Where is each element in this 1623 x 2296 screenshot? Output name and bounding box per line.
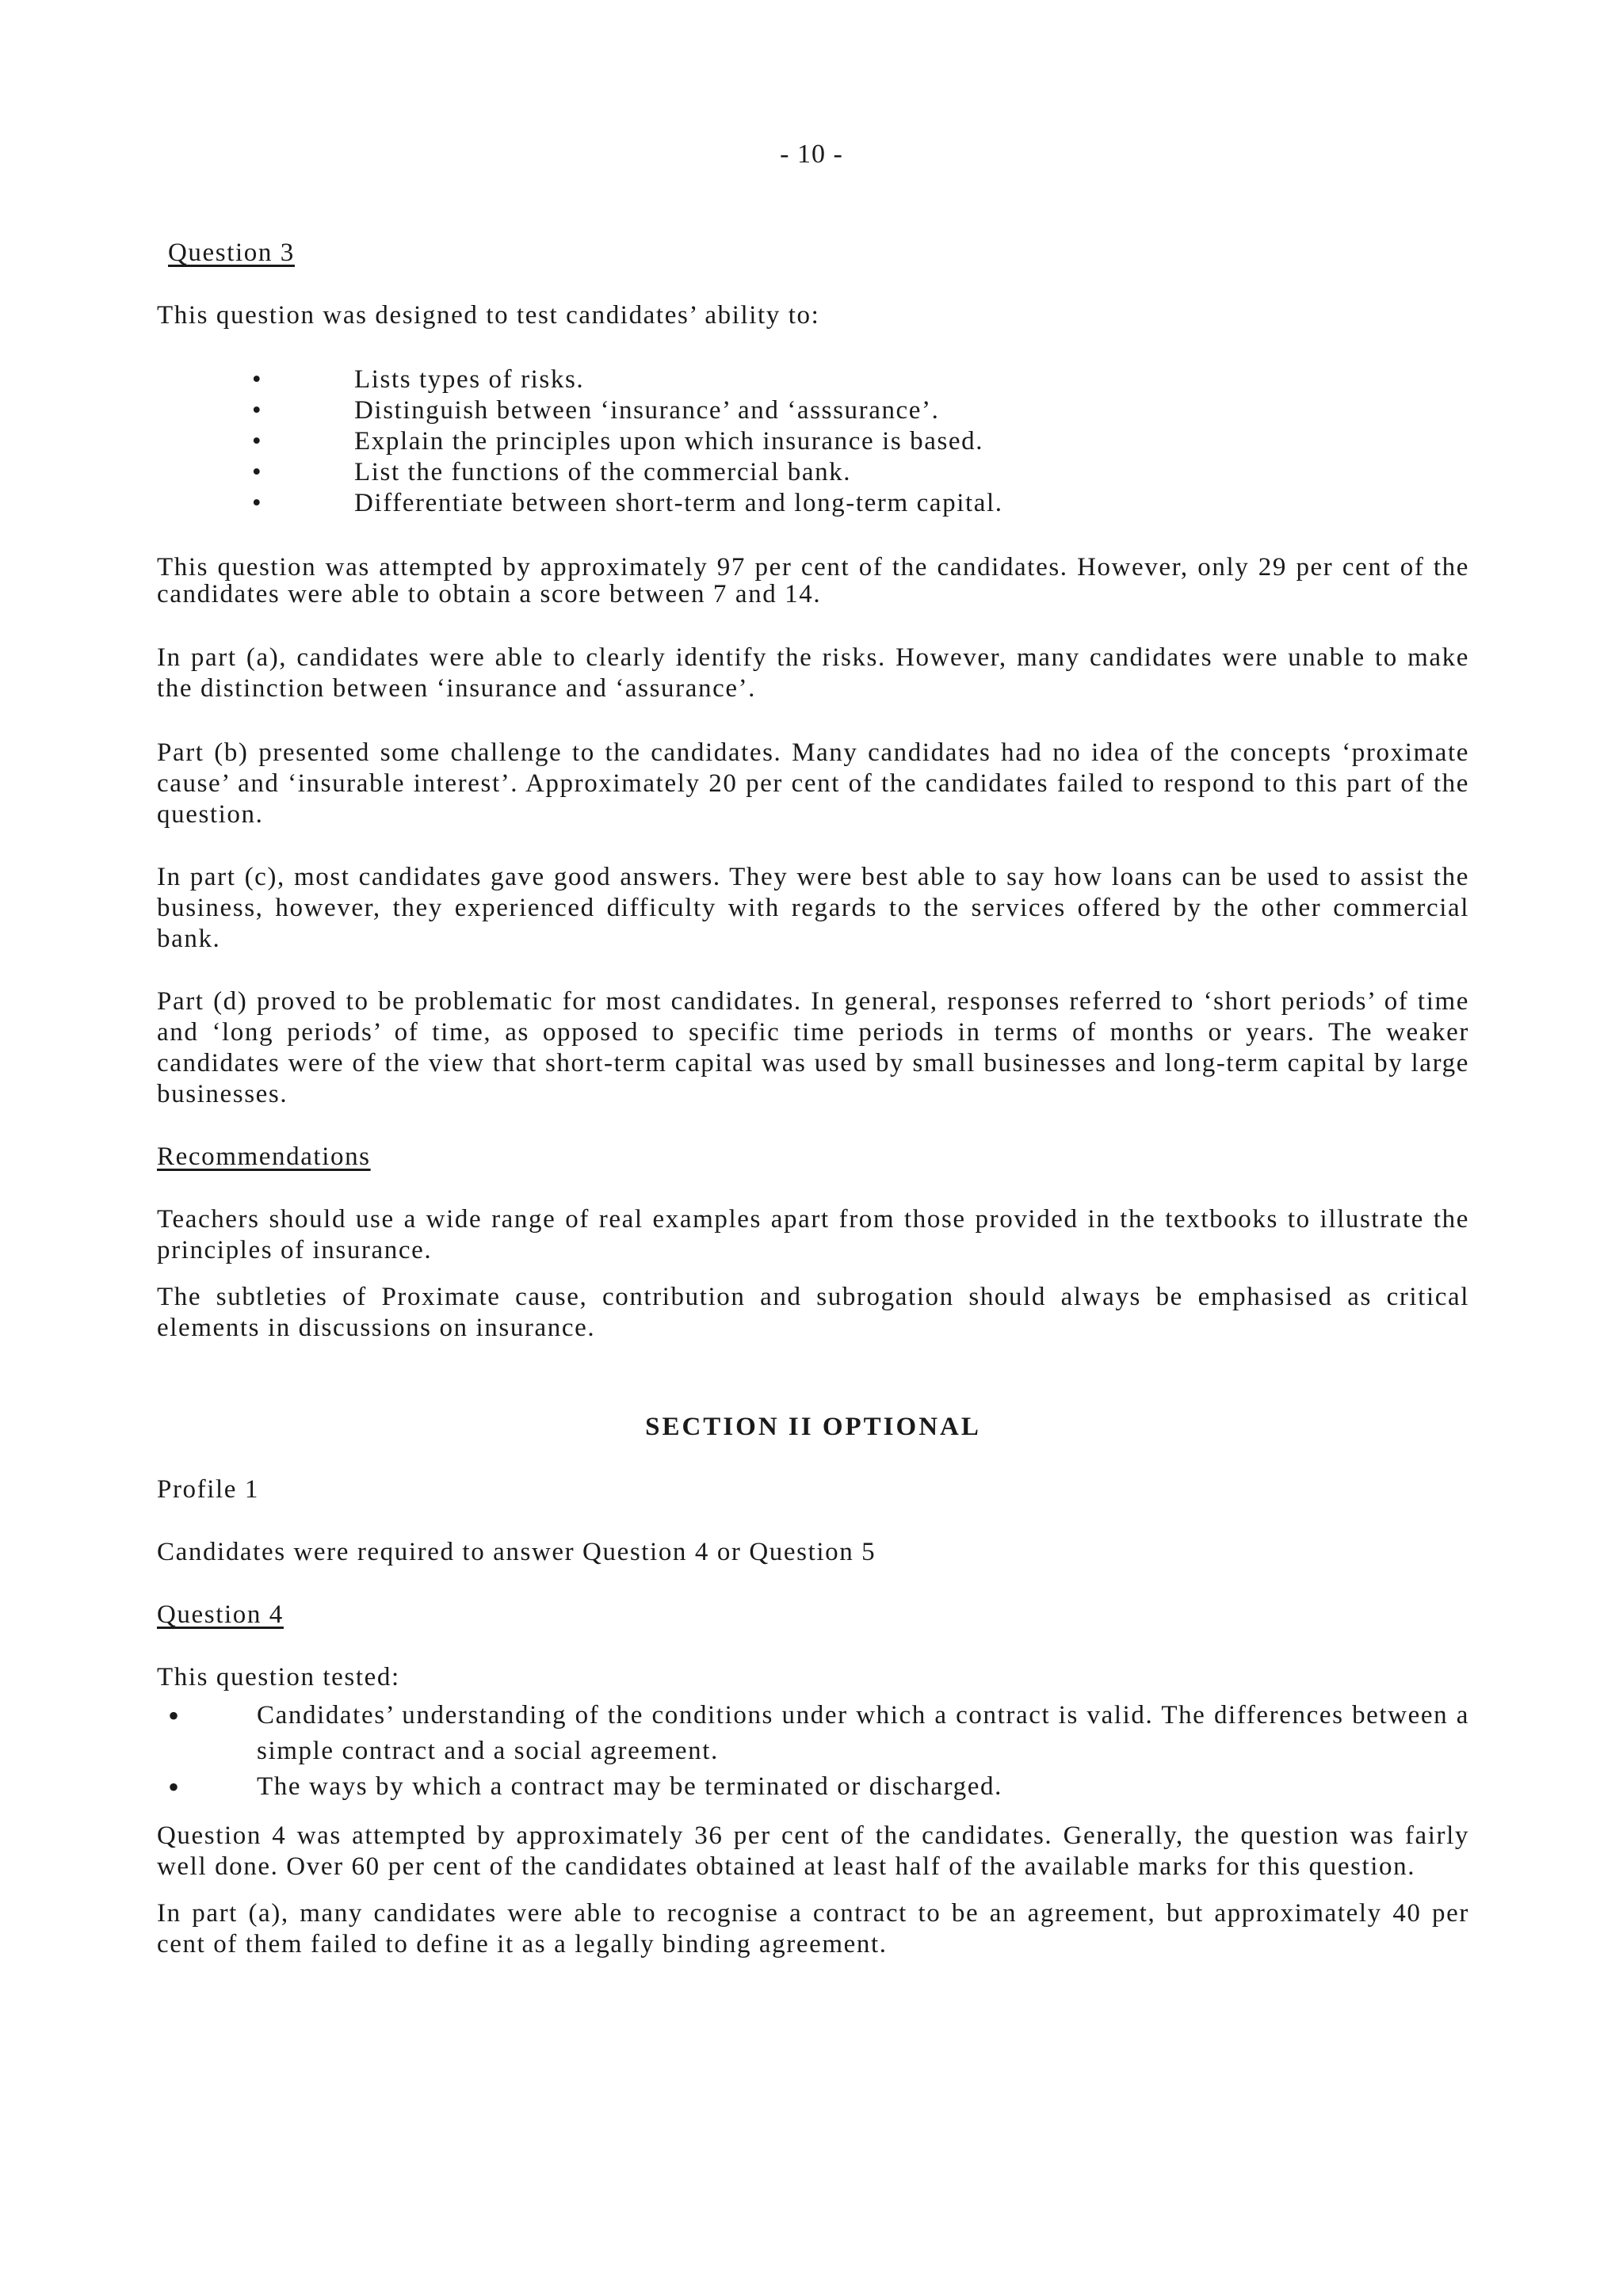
- bullet-icon: •: [252, 489, 263, 517]
- paragraph: In part (a), candidates were able to clearly identify the risks. However, many candidates were unable to make the distinction between ‘insurance and ‘assurance’.: [157, 643, 1469, 703]
- question-4-objectives-list: [157, 1698, 1469, 1805]
- list-item: • List the functions of the commercial bank.: [252, 458, 852, 486]
- question-3-heading: Question 3: [168, 238, 295, 267]
- recommendations-heading: Recommendations: [157, 1142, 371, 1171]
- page-number: - 10 -: [780, 139, 843, 169]
- profile-label: Profile 1: [157, 1475, 259, 1504]
- paragraph: Part (b) presented some challenge to the candidates. Many candidates had no idea of the concepts ‘proximate cause’ and ‘insurable interest’. Approximately 20 per cent of the candidates failed to respond to this part of the question.: [157, 738, 1469, 829]
- list-item: • Candidates’ understanding of the conditions under which a contract is valid. The differences between a simple contract and a social agreement.: [168, 1698, 1469, 1765]
- bullet-icon: •: [252, 458, 263, 486]
- question-3-objectives-list: [157, 364, 1469, 519]
- bullet-icon: •: [168, 1769, 181, 1805]
- list-item: • Differentiate between short-term and long-term capital.: [252, 489, 1003, 517]
- list-item: • Lists types of risks.: [252, 365, 585, 394]
- question-3-intro: This question was designed to test candidates’ ability to:: [157, 301, 820, 330]
- section-title: SECTION II OPTIONAL: [645, 1413, 981, 1441]
- paragraph: Part (d) proved to be problematic for most candidates. In general, responses referred to ‘short periods’ of time and ‘long periods’ of time, as opposed to specific time periods in terms of months or years. The weaker candidates were of the view that short-term capital was used by small businesses and long-term capital by large businesses.: [157, 987, 1469, 1108]
- paragraph: In part (c), most candidates gave good answers. They were best able to say how loans can be used to assist the business, however, they experienced difficulty with regards to the services offered by the other commercial bank.: [157, 863, 1469, 953]
- list-item: • Distinguish between ‘insurance’ and ‘asssurance’.: [252, 396, 940, 425]
- bullet-icon: •: [252, 365, 263, 394]
- section-instruction: Candidates were required to answer Question 4 or Question 5: [157, 1538, 876, 1566]
- question-4-intro: This question tested:: [157, 1663, 400, 1691]
- page-body: [157, 238, 1469, 1960]
- paragraph: Question 4 was attempted by approximately 36 per cent of the candidates. Generally, the question was fairly well done. Over 60 per cent of the candidates obtained at least half of the available marks for this question.: [157, 1821, 1469, 1881]
- list-item: • Explain the principles upon which insurance is based.: [252, 427, 984, 456]
- paragraph: Teachers should use a wide range of real examples apart from those provided in the textbooks to illustrate the principles of insurance.: [157, 1205, 1469, 1264]
- paragraph: The subtleties of Proximate cause, contribution and subrogation should always be emphasised as critical elements in discussions on insurance.: [157, 1283, 1469, 1342]
- paragraph: This question was attempted by approximately 97 per cent of the candidates. However, only 29 per cent of the candidates were able to obtain a score between 7 and 14.: [157, 553, 1469, 608]
- paragraph: In part (a), many candidates were able to recognise a contract to be an agreement, but approximately 40 per cent of them failed to define it as a legally binding agreement.: [157, 1899, 1469, 1958]
- bullet-icon: •: [252, 427, 263, 456]
- bullet-icon: •: [168, 1698, 181, 1733]
- question-4-heading: Question 4: [157, 1600, 284, 1629]
- bullet-icon: •: [252, 396, 263, 425]
- list-item: • The ways by which a contract may be terminated or discharged.: [168, 1769, 1002, 1805]
